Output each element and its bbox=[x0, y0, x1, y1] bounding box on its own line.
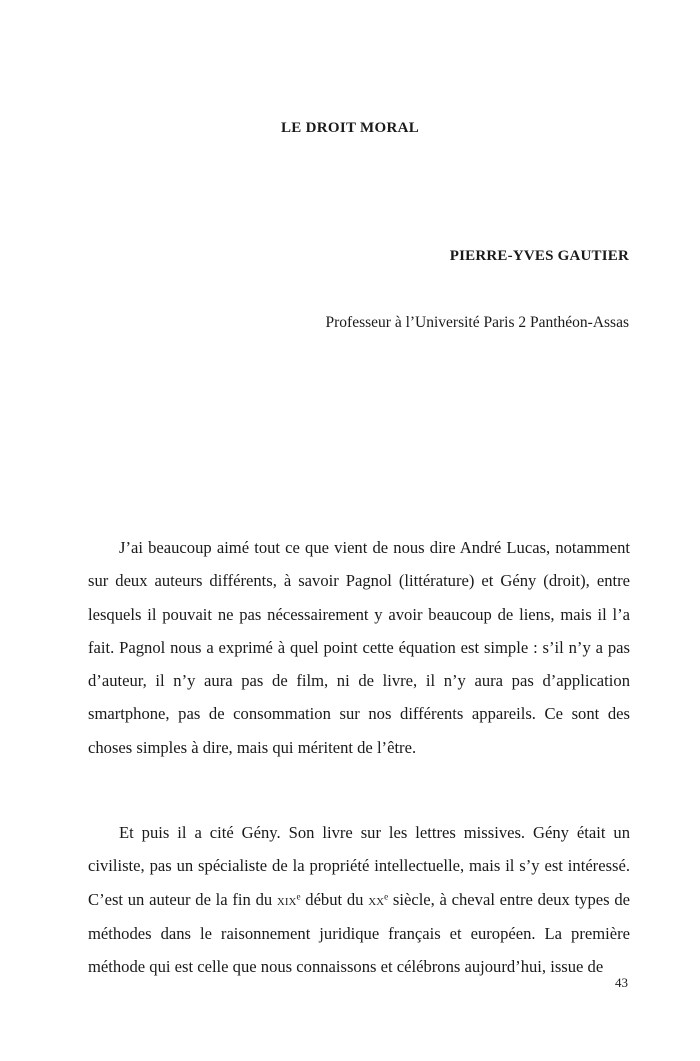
century-numeral-1: xix bbox=[276, 891, 297, 909]
century-numeral-2: xx bbox=[368, 891, 385, 909]
paragraph-2-part-3: siècle, à cheval entre deux types de méthodes dans le raisonnement juridique français et européen. La première méthode qui est celle que nous connaissons et célébrons aujourd’hui, issue de bbox=[88, 889, 631, 977]
paragraph-2-part-1: Et puis il a cité Gény. Son livre sur les lettres missives. Gény était un civiliste, pas un spécialiste de la propriété intellectuelle, mais il s’y est intéressé. C’est un auteur de la fin du bbox=[88, 823, 630, 909]
page-number: 43 bbox=[615, 975, 628, 990]
author-affiliation: Professeur à l’Université Paris 2 Panthéon-Assas bbox=[325, 314, 629, 331]
paragraph-2-part-2: début du bbox=[300, 889, 369, 909]
paragraph-2 bbox=[88, 816, 630, 983]
century-ordinal-1: e bbox=[296, 891, 301, 902]
century-ordinal-2: e bbox=[384, 891, 389, 902]
chapter-title: LE DROIT MORAL bbox=[280, 120, 420, 136]
paragraph-1: J’ai beaucoup aimé tout ce que vient de nous dire André Lucas, notamment sur deux auteurs différents, à savoir Pagnol (littérature) et Gény (droit), entre lesquels il pouvait ne pas nécessairement y avoir beaucoup de liens, mais il l’a fait. Pagnol nous a exprimé à quel point cette équation est simple : s’il n’y a pas d’auteur, il n’y aura pas de film, ni de livre, il n’y aura pas d’application smartphone, pas de consommation sur nos différents appareils. Ce sont des choses simples à dire, mais qui méritent de l’être. bbox=[88, 538, 630, 757]
author-name: PIERRE-YVES GAUTIER bbox=[449, 248, 629, 264]
